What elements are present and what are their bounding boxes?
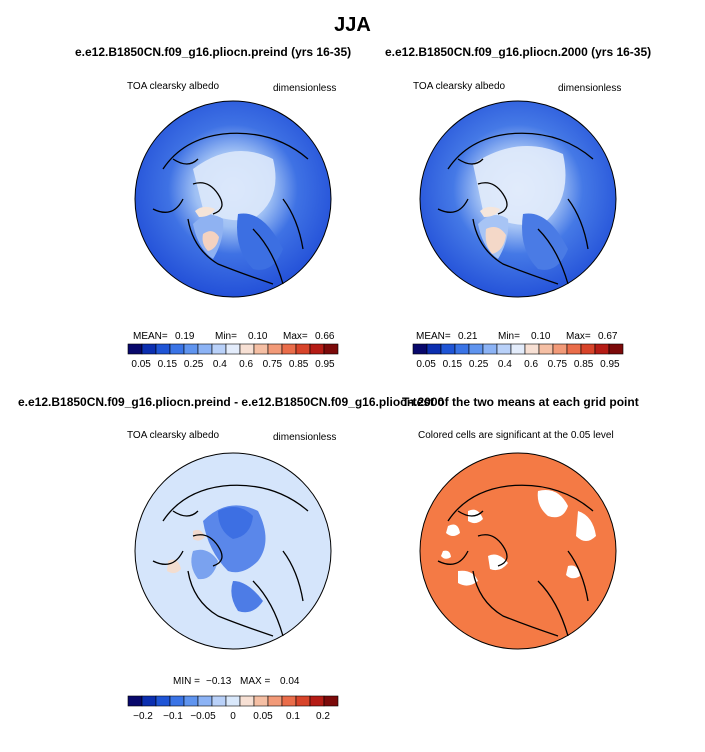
panel4-map	[418, 451, 618, 651]
panel1-colorbar-swatch	[170, 344, 184, 354]
panel3-colorbar-swatch	[324, 696, 338, 706]
panel1-colorbar-tick-label: 0.95	[315, 359, 335, 370]
panel2-colorbar-swatch	[469, 344, 483, 354]
panel3-max-label: MAX =	[240, 676, 271, 687]
panel1-colorbar-tick-label: 0.05	[131, 359, 151, 370]
panel3-map	[133, 451, 333, 651]
panel1-colorbar-swatch	[212, 344, 226, 354]
panel3-colorbar-swatch	[226, 696, 240, 706]
panel1-min-value: 0.10	[248, 331, 268, 342]
panel3-min-value: −0.13	[206, 676, 232, 687]
panel1-colorbar-tick-label: 0.6	[239, 359, 254, 370]
panel3-colorbar-swatch	[184, 696, 198, 706]
panel2-colorbar-swatch	[539, 344, 553, 354]
panel1-colorbar-tick-label: 0.4	[212, 359, 227, 370]
panel3-colorbar-tick-label: 0.1	[286, 711, 300, 722]
panel2-colorbar-swatch	[441, 344, 455, 354]
panel4-subtitle: Colored cells are significant at the 0.05 level	[418, 430, 614, 441]
panel2-colorbar-tick-label: 0.75	[547, 359, 568, 370]
panel2-colorbar-swatch	[455, 344, 469, 354]
panel2-colorbar-swatch	[553, 344, 567, 354]
panel1-colorbar-swatch	[156, 344, 170, 354]
panel3-colorbar-swatch	[254, 696, 268, 706]
panel3-colorbar-swatch	[128, 696, 142, 706]
panel1-colorbar-swatch	[282, 344, 296, 354]
panel2-min-label: Min=	[498, 331, 520, 342]
panel1-case-title: e.e12.B1850CN.f09_g16.pliocn.preind (yrs 16-35)	[75, 45, 352, 59]
panel3-min-label: MIN =	[173, 676, 200, 687]
panel2-colorbar	[413, 344, 623, 374]
panel2-colorbar-swatch	[413, 344, 427, 354]
panel3-colorbar-swatch	[212, 696, 226, 706]
panel2-max-label: Max=	[566, 331, 591, 342]
panel1-colorbar-tick-label: 0.15	[157, 359, 178, 370]
panel2-colorbar-swatch	[497, 344, 511, 354]
panel2-variable: TOA clearsky albedo	[413, 81, 506, 92]
panel2-colorbar-swatch	[427, 344, 441, 354]
panel1-colorbar-swatch	[198, 344, 212, 354]
panel3-units: dimensionless	[273, 432, 337, 443]
panel3-colorbar-swatch	[282, 696, 296, 706]
panel2-map	[418, 99, 618, 299]
panel1-colorbar-tick-label: 0.25	[183, 359, 204, 370]
panel2-colorbar-swatch	[525, 344, 539, 354]
panel3-colorbar-swatch	[268, 696, 282, 706]
panel1-map	[133, 99, 333, 299]
panel2-colorbar-tick-label: 0.6	[524, 359, 539, 370]
panel1-units: dimensionless	[273, 83, 337, 94]
panel2-min-value: 0.10	[531, 331, 551, 342]
panel1-max-label: Max=	[283, 331, 308, 342]
season-title: JJA	[334, 14, 371, 36]
panel3-colorbar-swatch	[240, 696, 254, 706]
panel3-colorbar-swatch	[310, 696, 324, 706]
panel2-colorbar-tick-label: 0.05	[416, 359, 436, 370]
panel1-colorbar	[128, 344, 338, 374]
panel1-colorbar-swatch	[324, 344, 338, 354]
panel3-colorbar-swatch	[170, 696, 184, 706]
panel2-colorbar-swatch	[483, 344, 497, 354]
panel3-colorbar-swatch	[198, 696, 212, 706]
panel2-colorbar-tick-label: 0.4	[497, 359, 512, 370]
panel1-colorbar-swatch	[226, 344, 240, 354]
panel2-colorbar-tick-label: 0.15	[442, 359, 463, 370]
panel1-colorbar-swatch	[254, 344, 268, 354]
panel3-max-value: 0.04	[280, 676, 300, 687]
panel1-max-value: 0.66	[315, 331, 335, 342]
panel3-colorbar	[128, 696, 338, 726]
panel1-colorbar-swatch	[296, 344, 310, 354]
panel3-variable: TOA clearsky albedo	[127, 430, 220, 441]
panel1-colorbar-swatch	[184, 344, 198, 354]
panel3-colorbar-tick-label: −0.1	[163, 711, 183, 722]
panel1-mean-value: 0.19	[175, 331, 195, 342]
panel2-colorbar-swatch	[581, 344, 595, 354]
panel1-colorbar-swatch	[142, 344, 156, 354]
panel2-mean-label: MEAN=	[416, 331, 451, 342]
panel1-colorbar-tick-label: 0.75	[262, 359, 283, 370]
panel3-colorbar-swatch	[296, 696, 310, 706]
panel2-colorbar-swatch	[595, 344, 609, 354]
panel3-colorbar-tick-label: 0.2	[316, 711, 330, 722]
panel2-colorbar-tick-label: 0.95	[600, 359, 620, 370]
panel1-variable: TOA clearsky albedo	[127, 81, 220, 92]
panel1-colorbar-swatch	[128, 344, 142, 354]
panel3-colorbar-swatch	[142, 696, 156, 706]
panel1-min-label: Min=	[215, 331, 237, 342]
panel3-case-title: e.e12.B1850CN.f09_g16.pliocn.preind - e.e12.B1850CN.f09_g16.pliocn.2000	[18, 395, 445, 409]
panel1-mean-label: MEAN=	[133, 331, 168, 342]
panel3-colorbar-tick-label: 0.05	[253, 711, 273, 722]
panel1-colorbar-swatch	[310, 344, 324, 354]
panel2-units: dimensionless	[558, 83, 622, 94]
panel2-case-title: e.e12.B1850CN.f09_g16.pliocn.2000 (yrs 16-35)	[385, 45, 652, 59]
panel1-colorbar-swatch	[240, 344, 254, 354]
panel2-max-value: 0.67	[598, 331, 618, 342]
panel3-colorbar-swatch	[156, 696, 170, 706]
panel3-colorbar-tick-label: −0.05	[190, 711, 216, 722]
panel3-colorbar-tick-label: −0.2	[133, 711, 153, 722]
panel3-colorbar-tick-label: 0	[230, 711, 236, 722]
panel1-colorbar-tick-label: 0.85	[288, 359, 309, 370]
panel1-colorbar-swatch	[268, 344, 282, 354]
panel2-colorbar-swatch	[567, 344, 581, 354]
panel4-case-title: T-test of the two means at each grid point	[402, 395, 639, 409]
panel2-colorbar-tick-label: 0.85	[573, 359, 594, 370]
panel2-colorbar-swatch	[511, 344, 525, 354]
panel2-mean-value: 0.21	[458, 331, 478, 342]
panel2-colorbar-swatch	[609, 344, 623, 354]
panel2-colorbar-tick-label: 0.25	[468, 359, 489, 370]
